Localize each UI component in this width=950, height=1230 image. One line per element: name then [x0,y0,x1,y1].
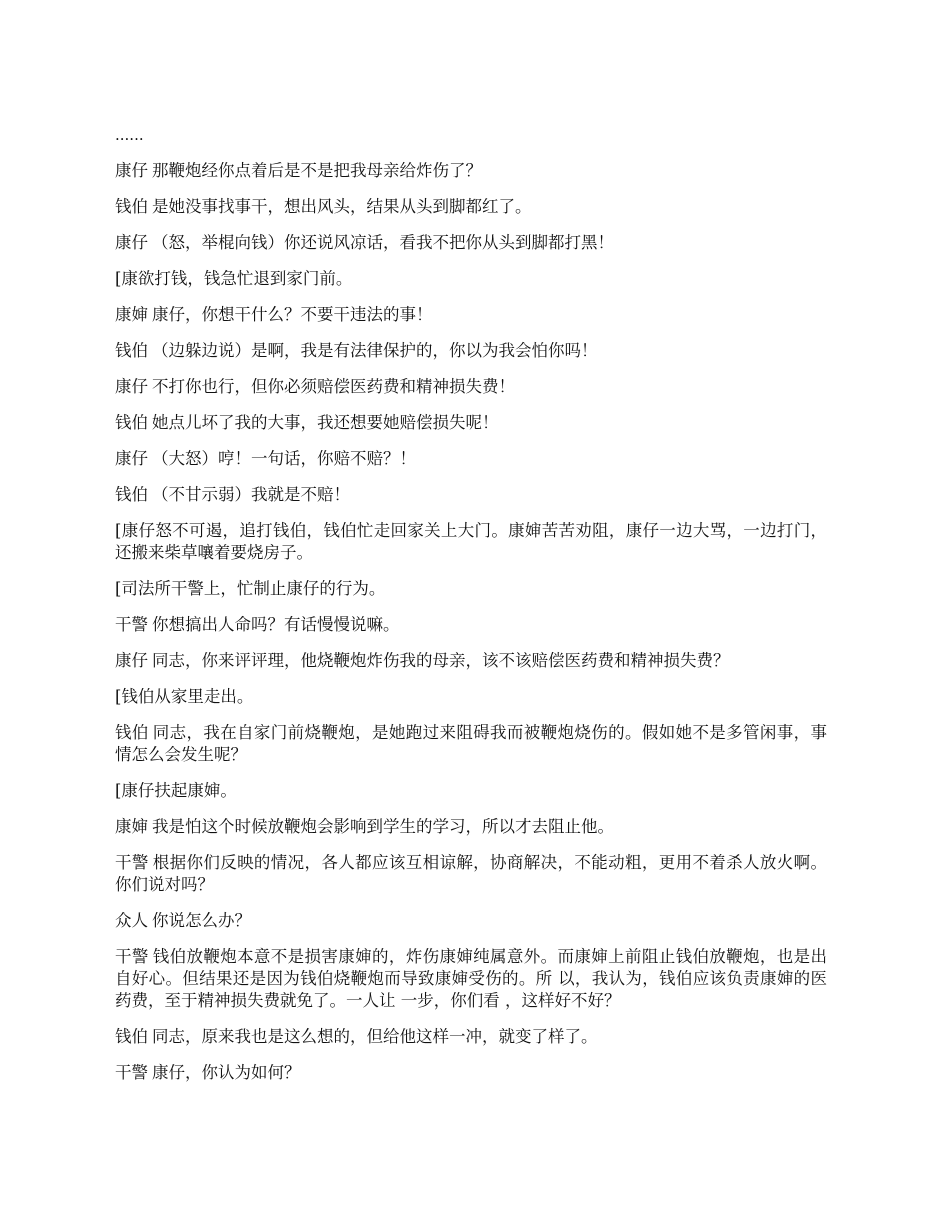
line-text: 康仔，你想干什么？不要干违法的事！ [152,305,433,324]
dialogue-line [115,448,827,470]
speaker-name: 钱伯 [115,413,148,432]
dialogue-line [115,340,827,362]
dialogue-line [115,304,827,326]
speaker-name: 康仔 [115,233,148,252]
line-text: 根据你们反映的情况，各人都应该互相谅解，协商解决，不能动粗，更用不着杀人放火啊。你们说对吗？ [115,853,828,894]
speaker-name: 钱伯 [115,341,148,360]
stage-direction [115,686,827,708]
speaker-name: 康仔 [115,377,148,396]
speaker-name: 干警 [115,947,149,966]
stage-direction [115,578,827,600]
line-text: （边躲边说）是啊，我是有法律保护的，你以为我会怕你吗！ [152,341,598,360]
speaker-name: 康仔 [115,651,148,670]
speaker-name: 钱伯 [115,723,149,742]
speaker-name: 钱伯 [115,197,148,216]
direction-text: [司法所干警上，忙制止康仔的行为。 [115,579,386,598]
dialogue-line [115,722,827,766]
line-text: 你想搞出人命吗？有话慢慢说嘛。 [152,615,400,634]
line-text: 我是怕这个时候放鞭炮会影响到学生的学习，所以才去阻止他。 [152,817,614,836]
dialogue-line [115,946,827,1012]
document-page [115,124,827,1098]
speaker-name: 康婶 [115,305,148,324]
line-text: 是她没事找事干，想出风头，结果从头到脚都红了。 [152,197,532,216]
dialogue-line [115,196,827,218]
speaker-name: 钱伯 [115,485,148,504]
dialogue-line [115,614,827,636]
line-text: 同志，你来评评理，他烧鞭炮炸伤我的母亲，该不该赔偿医药费和精神损失费？ [152,651,730,670]
line-text: 同志，我在自家门前烧鞭炮，是她跑过来阻碍我而被鞭炮烧伤的。假如她不是多管闲事，事情怎么会发生呢？ [115,723,828,764]
dialogue-line [115,376,827,398]
speaker-name: 康仔 [115,449,148,468]
speaker-name: 干警 [115,853,149,872]
stage-direction [115,520,827,564]
stage-direction [115,268,827,290]
speaker-name: 众人 [115,911,148,930]
dialogue-line [115,816,827,838]
dialogue-line [115,1026,827,1048]
line-text: 不打你也行，但你必须赔偿医药费和精神损失费！ [152,377,515,396]
line-text: （怒，举棍向钱）你还说风凉话，看我不把你从头到脚都打黑！ [152,233,614,252]
dialogue-line [115,910,827,932]
speaker-name: 干警 [115,1063,148,1082]
dialogue-line [115,160,827,182]
speaker-name: 康仔 [115,161,148,180]
direction-text: [康仔怒不可遏，追打钱伯，钱伯忙走回家关上大门。康婶苦苦劝阻，康仔一边大骂，一边打门，还搬来柴草嚷着要烧房子。 [115,521,827,562]
dialogue-line [115,232,827,254]
dialogue-line [115,1062,827,1084]
stage-direction [115,780,827,802]
speaker-name: 干警 [115,615,148,634]
dialogue-line [115,650,827,672]
line-text: （不甘示弱）我就是不赔！ [152,485,350,504]
direction-text: [钱伯从家里走出。 [115,687,254,706]
line-text: （大怒）哼！一句话，你赔不赔？！ [152,449,416,468]
line-text: 同志，原来我也是这么想的，但给他这样一冲，就变了样了。 [152,1027,598,1046]
line-text: 康仔，你认为如何？ [152,1063,301,1082]
dialogue-line [115,412,827,434]
direction-text: [康欲打钱，钱急忙退到家门前。 [115,269,353,288]
dialogue-line [115,852,827,896]
direction-text: [康仔扶起康婶。 [115,781,237,800]
line-text: 她点儿坏了我的大事，我还想要她赔偿损失呢！ [152,413,499,432]
lead-ellipsis: ...... [115,126,144,144]
line-text: 钱伯放鞭炮本意不是损害康婶的，炸伤康婶纯属意外。而康婶上前阻止钱伯放鞭炮，也是出自好心。但结果还是因为钱伯烧鞭炮而导致康婶受伤的。所 以，我认为，钱伯应该负责康婶的医药费，至于精神损失费就免了。一人让 一步，你们看 ，这样好不好？ [115,947,828,1010]
line-text: 你说怎么办？ [152,911,251,930]
speaker-name: 钱伯 [115,1027,148,1046]
dialogue-line [115,484,827,506]
line-text: 那鞭炮经你点着后是不是把我母亲给炸伤了？ [152,161,482,180]
speaker-name: 康婶 [115,817,148,836]
